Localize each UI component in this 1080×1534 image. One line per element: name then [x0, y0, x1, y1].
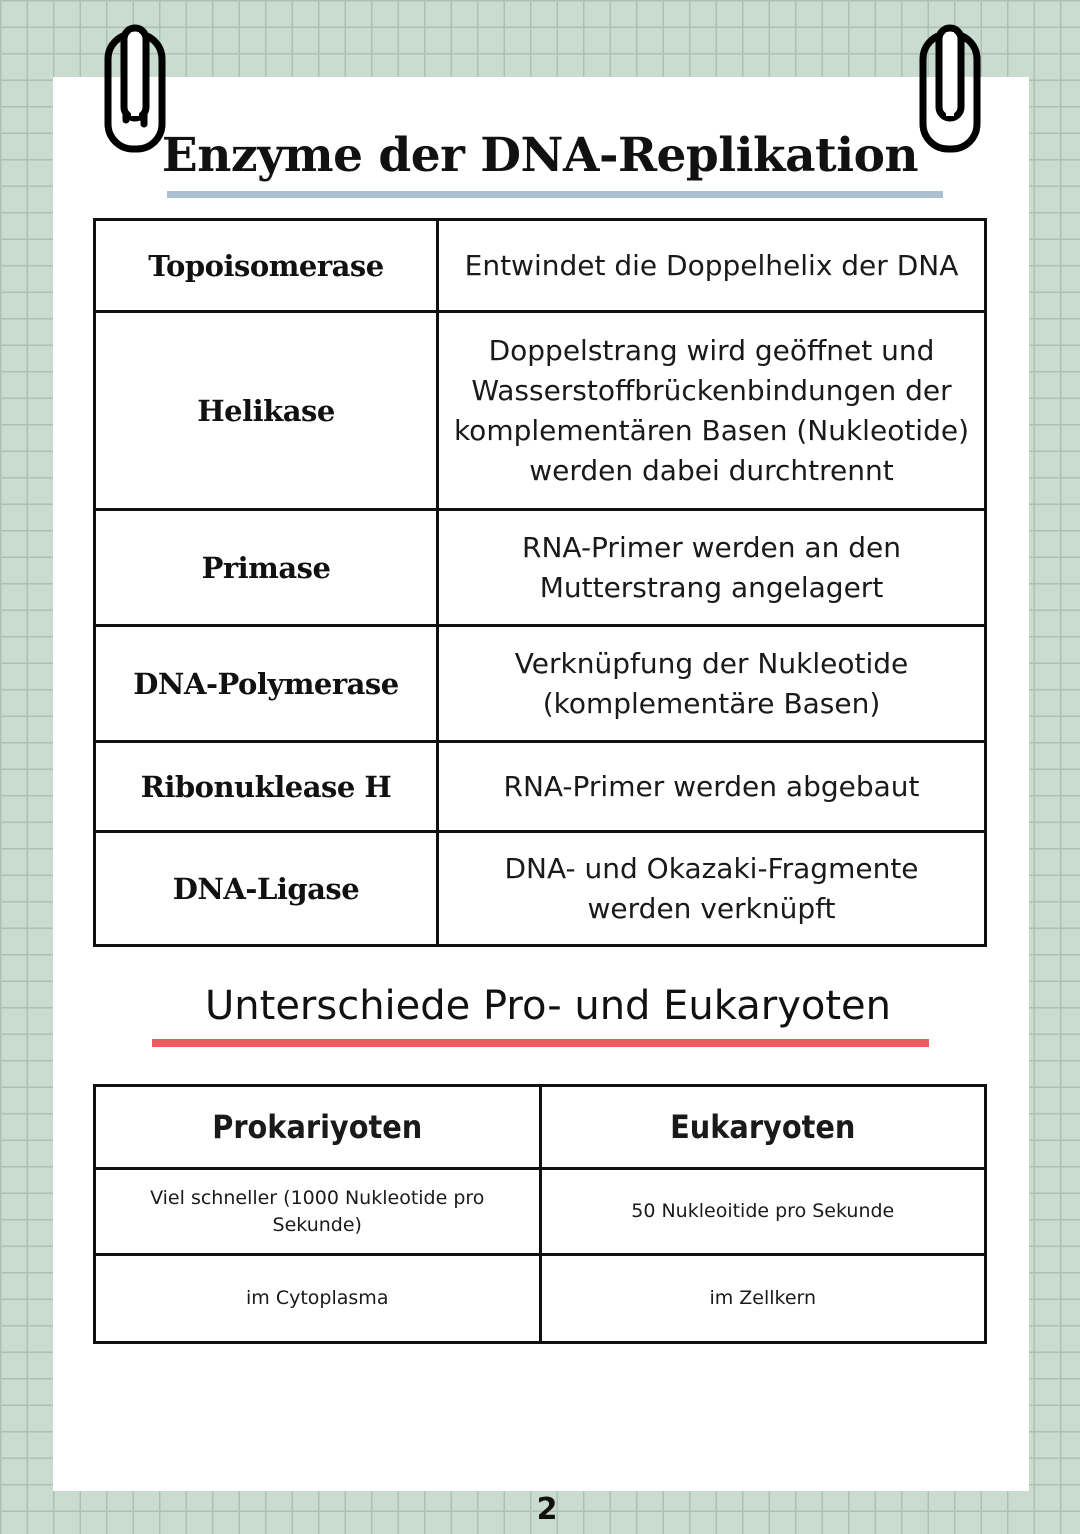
- table-cell: Viel schneller (1000 Nukleotide pro Sekunde): [95, 1169, 541, 1255]
- table-cell: im Zellkern: [540, 1255, 986, 1343]
- table-row: [95, 1169, 986, 1255]
- enzyme-description: RNA-Primer werden an den Mutterstrang angelagert: [438, 510, 986, 626]
- column-header: Eukaryoten: [540, 1086, 986, 1169]
- table-row: [95, 626, 986, 742]
- enzyme-name: Primase: [95, 510, 438, 626]
- table-row: [95, 510, 986, 626]
- table-row: [95, 832, 986, 946]
- enzyme-description: Verknüpfung der Nukleotide (komplementäre Basen): [438, 626, 986, 742]
- comparison-table: [93, 1084, 987, 1344]
- enzyme-description: RNA-Primer werden abgebaut: [438, 742, 986, 832]
- table-cell: 50 Nukleoitide pro Sekunde: [540, 1169, 986, 1255]
- column-header: Prokariyoten: [95, 1086, 541, 1169]
- enzyme-description: Doppelstrang wird geöffnet und Wasserstoffbrückenbindungen der komplementären Basen (Nukleotide) werden dabei durchtrennt: [438, 312, 986, 510]
- page-number: 2: [536, 1492, 558, 1527]
- enzyme-name: Ribonuklease H: [95, 742, 438, 832]
- enzyme-table: [93, 218, 987, 947]
- enzyme-name: DNA-Polymerase: [95, 626, 438, 742]
- subtitle-underline: [152, 1039, 929, 1047]
- enzyme-name: DNA-Ligase: [95, 832, 438, 946]
- table-row: [95, 742, 986, 832]
- table-cell: im Cytoplasma: [95, 1255, 541, 1343]
- page-title: Enzyme der DNA-Replikation: [161, 128, 919, 183]
- table-row: [95, 220, 986, 312]
- section-subtitle: Unterschiede Pro- und Eukaryoten: [205, 983, 891, 1029]
- title-underline: [167, 191, 943, 198]
- table-row: [95, 1255, 986, 1343]
- enzyme-name: Helikase: [95, 312, 438, 510]
- table-header-row: [95, 1086, 986, 1169]
- enzyme-name: Topoisomerase: [95, 220, 438, 312]
- enzyme-description: Entwindet die Doppelhelix der DNA: [438, 220, 986, 312]
- table-row: [95, 312, 986, 510]
- enzyme-description: DNA- und Okazaki-Fragmente werden verknüpft: [438, 832, 986, 946]
